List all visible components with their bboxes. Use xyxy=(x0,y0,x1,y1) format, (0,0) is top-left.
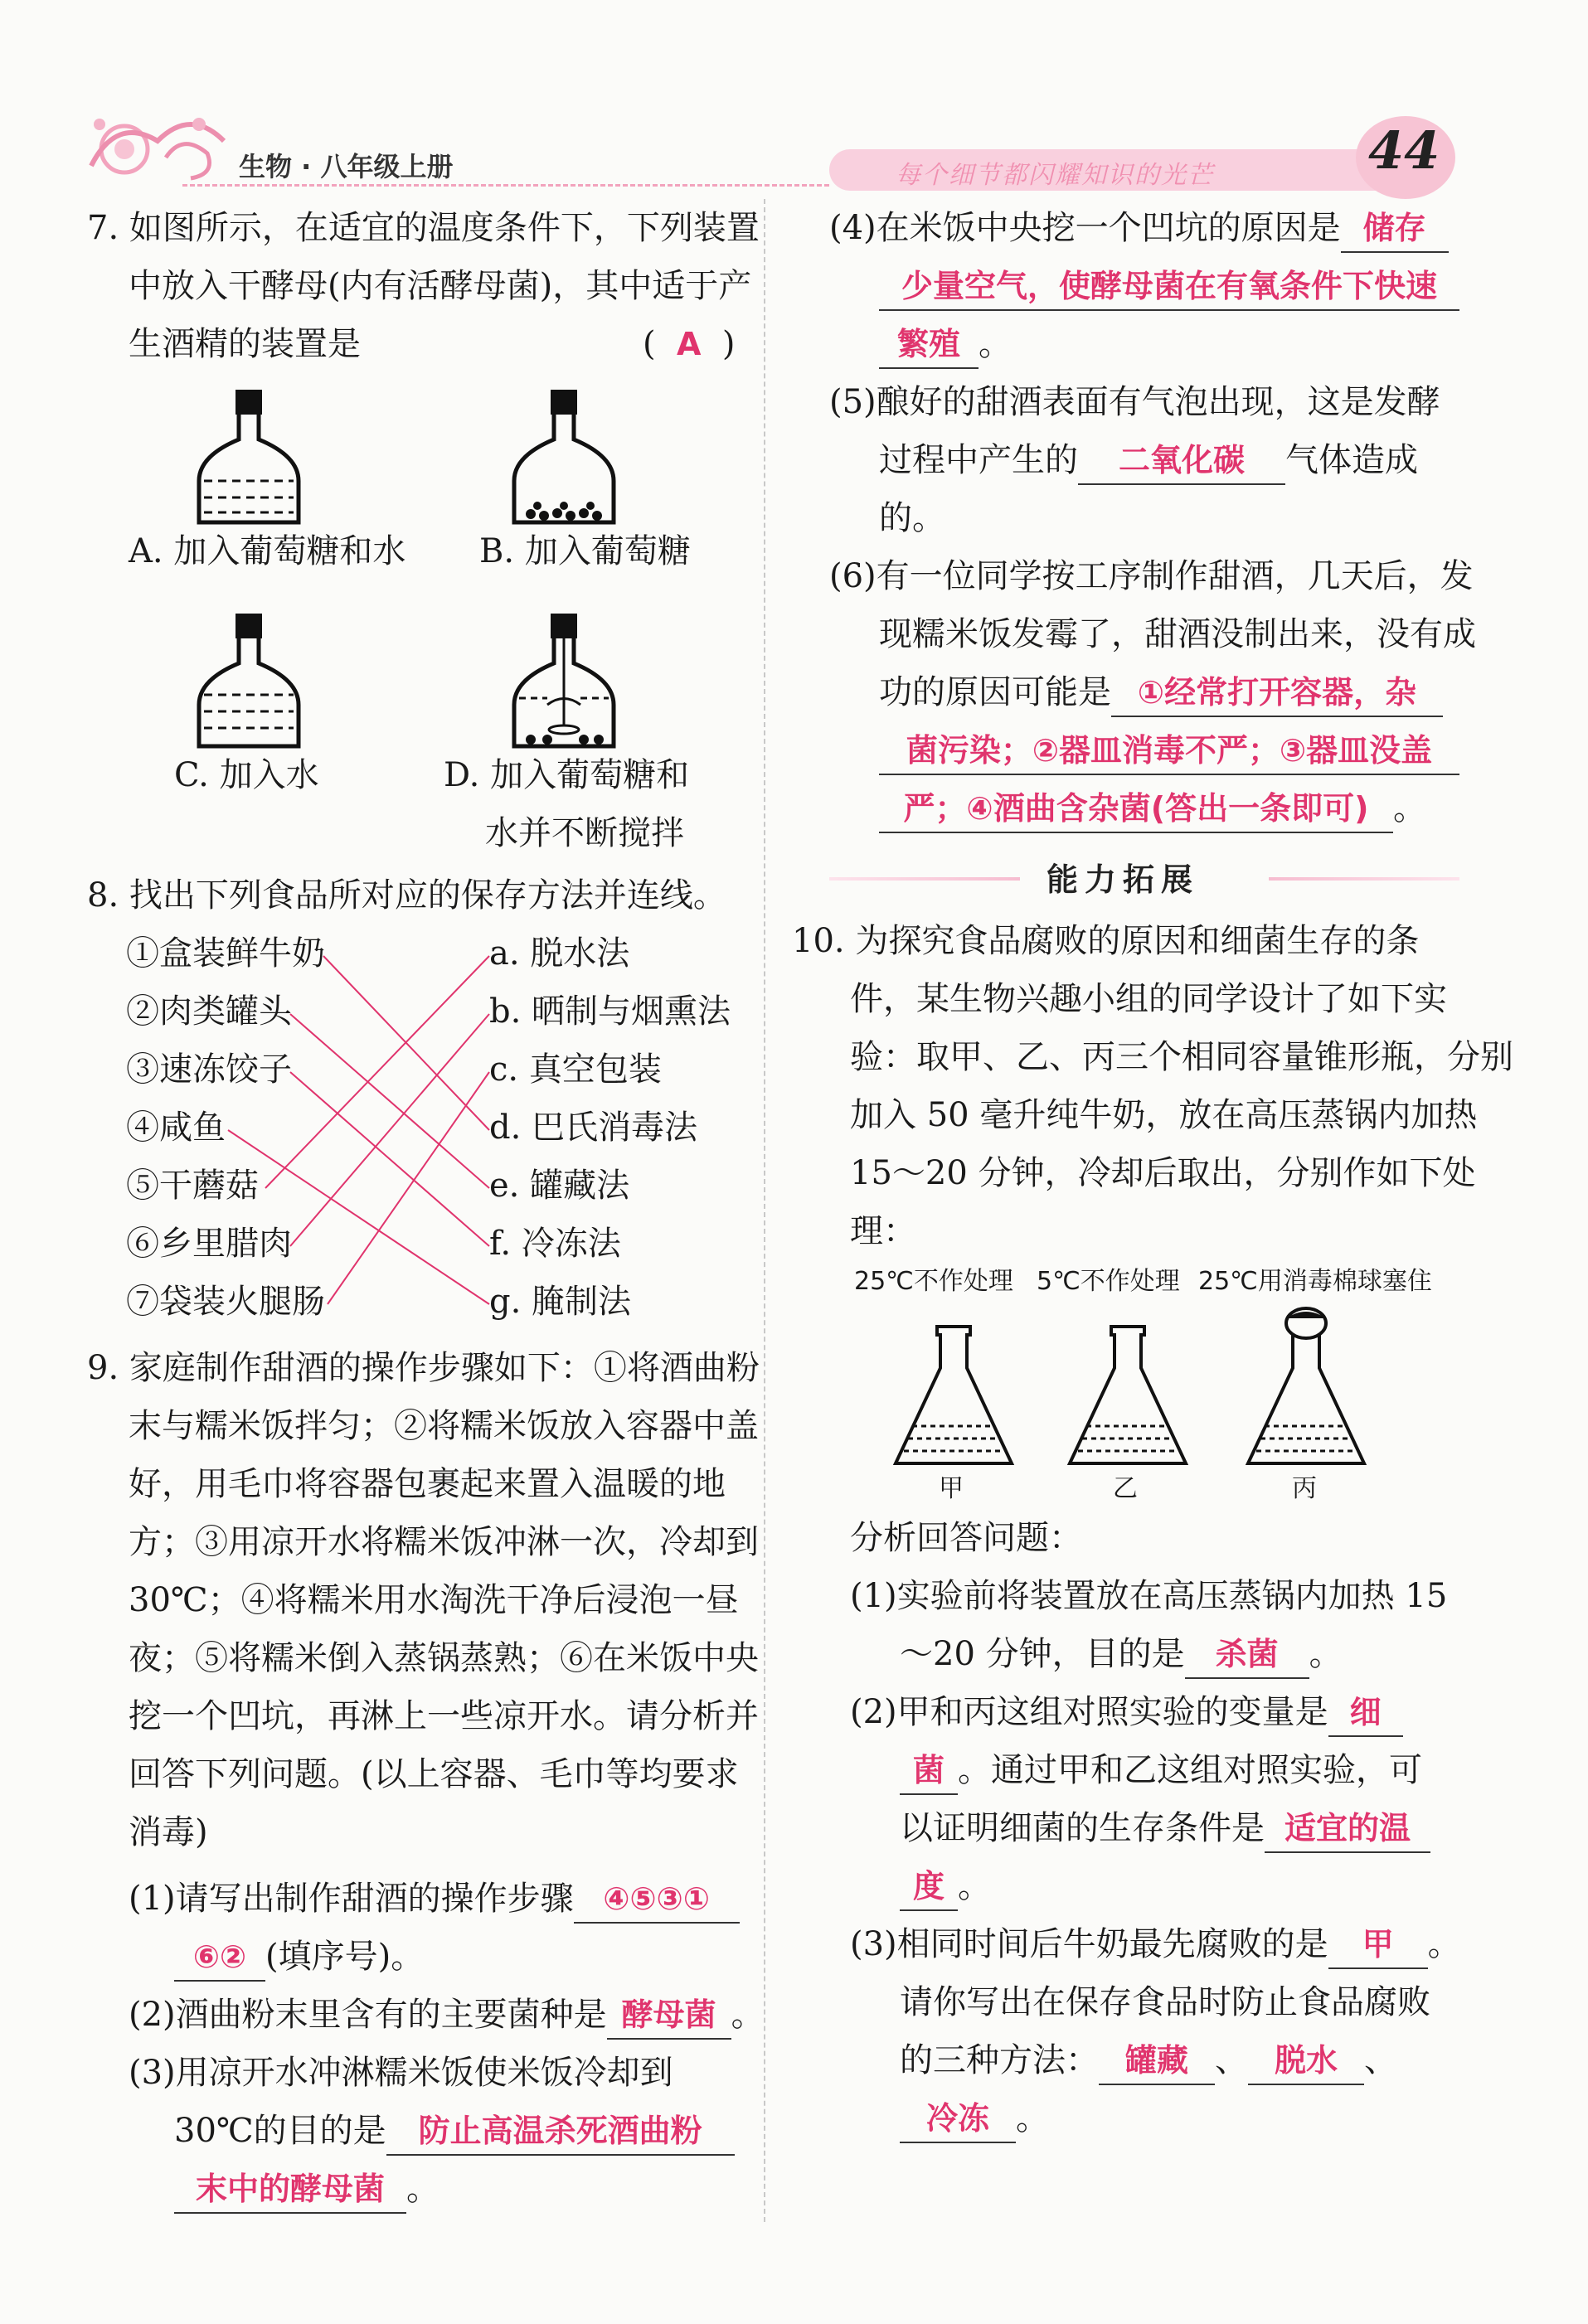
q8-method-item: d. 巴氏消毒法 xyxy=(489,1109,698,1147)
q7-option-a: A. 加入葡萄糖和水 xyxy=(129,532,406,570)
q9-p6-answer-b: 菌污染；②器皿消毒不严；③器皿没盖 xyxy=(906,732,1433,769)
q9-p4-answer-a: 储存 xyxy=(1362,210,1426,246)
q10-p2-line3: 以证明细菌的生存条件是 适宜的温 xyxy=(900,1799,1430,1857)
q8-food-item: ⑤干蘑菇 xyxy=(126,1167,259,1205)
q9-p6-line2: 现糯米饭发霉了，甜酒没制出来，没有成 xyxy=(879,615,1476,653)
q10-p3-end: 冷冻 。 xyxy=(900,2089,1049,2147)
q9-p2-answer: 酵母菌 xyxy=(621,1997,716,2033)
page-number: 44 xyxy=(1368,120,1440,181)
q9-p1: (1)请写出制作甜酒的操作步骤 ④⑤③① xyxy=(129,1870,740,1928)
q10-p2-cont: 菌 。通过甲和乙这组对照实验，可 xyxy=(900,1741,1422,1799)
q9-p1-answer-a: ④⑤③① xyxy=(603,1880,711,1917)
q9-p3: 30℃的目的是 防止高温杀死酒曲粉 xyxy=(174,2102,735,2160)
q9-p6-line1: (6)有一位同学按工序制作甜酒，几天后，发 xyxy=(829,557,1474,595)
q10-p1-line1: (1)实验前将装置放在高压蒸锅内加热 15 xyxy=(850,1577,1448,1615)
q10-line-5: 15～20 分钟，冷却后取出，分别作如下处 xyxy=(850,1154,1476,1192)
q10-line-2: 件，某生物兴趣小组的同学设计了如下实 xyxy=(850,980,1447,1018)
q8-food-item: ④咸鱼 xyxy=(126,1109,226,1147)
q9-p4: (4)在米饭中央挖一个凹坑的原因是 储存 xyxy=(829,199,1449,257)
q8-method-item: b. 晒制与烟熏法 xyxy=(489,992,731,1031)
q9-p3-cont: 末中的酵母菌 。 xyxy=(174,2160,439,2218)
q10-line-4: 加入 50 毫升纯牛奶，放在高压蒸锅内加热 xyxy=(850,1096,1478,1134)
q10-p2-end: 度 。 xyxy=(900,1857,991,1915)
q9-p1-cont: ⑥② (填序号)。 xyxy=(174,1928,424,1986)
q8-method-item: e. 罐藏法 xyxy=(489,1167,630,1205)
q9-line-9: 消毒) xyxy=(129,1813,208,1851)
q7-line-1: 7. 如图所示，在适宜的温度条件下，下列装置 xyxy=(87,209,760,247)
q10-p2: (2)甲和丙这组对照实验的变量是 细 xyxy=(850,1683,1403,1741)
flask-yi-icon xyxy=(1061,1318,1194,1476)
q9-p4-cont xyxy=(879,257,1459,315)
q10-p2-answer-a: 细 xyxy=(1349,1694,1382,1730)
q10-p2-answer-c: 适宜的温 xyxy=(1284,1810,1411,1846)
flask-caption: 25℃用消毒棉球塞住 xyxy=(1198,1267,1432,1296)
q10-p3-line3: 的三种方法： 罐藏 、 脱水 、 xyxy=(900,2031,1397,2089)
q8-match-line xyxy=(290,1014,489,1246)
q8-food-item: ①盒装鲜牛奶 xyxy=(126,934,325,973)
q9-p6-cont xyxy=(879,721,1459,779)
q10-p3: (3)相同时间后牛奶最先腐败的是 甲 。 xyxy=(850,1915,1461,1973)
q8-method-item: c. 真空包装 xyxy=(489,1050,662,1089)
q9-p4-answer-c: 繁殖 xyxy=(896,326,960,362)
q10-p2-answer-b: 菌 xyxy=(912,1752,945,1788)
q9-p6-answer-a: ①经常打开容器，杂 xyxy=(1137,674,1417,711)
q9-p2: (2)酒曲粉末里含有的主要菌种是 酵母菌 。 xyxy=(129,1986,765,2044)
q7-option-d: D. 加入葡萄糖和 xyxy=(444,756,690,794)
q8-title: 8. 找出下列食品所对应的保存方法并连线。 xyxy=(87,876,726,915)
q9-p3-answer-a: 防止高温杀死酒曲粉 xyxy=(418,2113,702,2149)
q10-p3-method-2: 脱水 xyxy=(1274,2042,1338,2079)
q10-line-3: 验：取甲、乙、丙三个相同容量锥形瓶，分别 xyxy=(850,1038,1513,1076)
q10-line-6: 理： xyxy=(850,1212,916,1250)
flask-caption: 25℃不作处理 xyxy=(854,1267,1013,1296)
q9-p3-line1: (3)用凉开水冲淋糯米饭使米饭冷却到 xyxy=(129,2054,673,2092)
q9-line-5: 30℃；④将糯米用水淘洗干净后浸泡一昼 xyxy=(129,1581,739,1619)
q9-p4-answer-b: 少量空气，使酵母菌在有氧条件下快速 xyxy=(901,268,1437,304)
section-banner xyxy=(829,861,1459,898)
flask-caption: 5℃不作处理 xyxy=(1037,1267,1180,1296)
q7-option-d-line2: 水并不断搅拌 xyxy=(485,814,684,852)
flask-bing-icon xyxy=(1240,1302,1372,1476)
q9-line-8: 回答下列问题。(以上容器、毛巾等均要求 xyxy=(129,1755,739,1793)
q9-p3-answer-b: 末中的酵母菌 xyxy=(195,2171,385,2207)
q9-p1-answer-b: ⑥② xyxy=(192,1938,247,1975)
q8-match-line xyxy=(228,1130,489,1304)
q7-option-c: C. 加入水 xyxy=(174,756,319,794)
motto-text: 每个细节都闪耀知识的光芒 xyxy=(896,161,1214,190)
q8-match-line xyxy=(265,956,489,1188)
q9-p5-line1: (5)酿好的甜酒表面有气泡出现，这是发酵 xyxy=(829,383,1440,421)
q10-p2-answer-d: 度 xyxy=(912,1868,945,1904)
q7-option-b: B. 加入葡萄糖 xyxy=(479,532,691,570)
q8-food-item: ③速冻饺子 xyxy=(126,1050,292,1089)
flask-name: 甲 xyxy=(939,1474,964,1503)
q8-method-item: f. 冷冻法 xyxy=(489,1225,621,1263)
q8-match-line xyxy=(290,1014,489,1188)
q8-food-item: ⑥乡里腊肉 xyxy=(126,1225,292,1263)
q10-p3-line2: 请你写出在保存食品时防止食品腐败 xyxy=(900,1983,1430,2021)
q9-line-7: 挖一个凹坑，再淋上一些凉开水。请分析并 xyxy=(129,1697,759,1735)
q7-line-3: 生酒精的装置是 xyxy=(129,325,361,363)
q9-line-4: 方；③用凉开水将糯米饭冲淋一次，冷却到 xyxy=(129,1523,759,1561)
subject-title: 生物 · 八年级上册 xyxy=(239,151,454,182)
q8-method-item: g. 腌制法 xyxy=(489,1283,632,1321)
column-divider xyxy=(764,199,765,2222)
q8-match-line xyxy=(328,1072,489,1304)
q7-line-2: 中放入干酵母(内有活酵母菌)，其中适于产 xyxy=(129,267,752,305)
q8-method-item: a. 脱水法 xyxy=(489,934,630,973)
q8-food-item: ②肉类罐头 xyxy=(126,992,292,1031)
section-title: 能力拓展 xyxy=(1047,861,1200,898)
flask-jia-icon xyxy=(887,1318,1020,1476)
flask-name: 丙 xyxy=(1292,1474,1317,1503)
q9-p6: 功的原因可能是 ①经常打开容器，杂 xyxy=(879,663,1443,721)
q9-line-2: 末与糯米饭拌匀；②将糯米饭放入容器中盖 xyxy=(129,1407,759,1445)
q10-line-1: 10. 为探究食品腐败的原因和细菌生存的条 xyxy=(792,922,1420,960)
q9-p6-answer-c: 严；④酒曲含杂菌(答出一条即可) xyxy=(903,790,1369,827)
q8-food-item: ⑦袋装火腿肠 xyxy=(126,1283,325,1321)
q10-p3-answer: 甲 xyxy=(1362,1926,1394,1963)
q9-line-1: 9. 家庭制作甜酒的操作步骤如下：①将酒曲粉 xyxy=(87,1349,760,1387)
q9-p6-end: 严；④酒曲含杂菌(答出一条即可) 。 xyxy=(879,779,1426,837)
q10-analysis: 分析回答问题： xyxy=(850,1519,1082,1557)
q7-answer-paren: ( A ) xyxy=(643,325,736,363)
q9-p5-answer: 二氧化碳 xyxy=(1118,442,1245,478)
flask-name: 乙 xyxy=(1113,1474,1138,1503)
q10-p3-method-3: 冷冻 xyxy=(925,2100,989,2137)
q10-p3-method-1: 罐藏 xyxy=(1124,2042,1188,2079)
q9-p4-end: 繁殖 。 xyxy=(879,315,1012,373)
q9-line-3: 好，用毛巾将容器包裹起来置入温暖的地 xyxy=(129,1465,726,1503)
q7-answer: A xyxy=(677,326,702,362)
q10-p1: ～20 分钟，目的是 杀菌 。 xyxy=(900,1625,1343,1683)
q8-matching-lines xyxy=(0,0,764,1360)
q10-p1-answer: 杀菌 xyxy=(1215,1636,1279,1672)
q9-line-6: 夜；⑤将糯米倒入蒸锅蒸熟；⑥在米饭中央 xyxy=(129,1639,759,1677)
q9-p5: 过程中产生的 二氧化碳 气体造成 xyxy=(879,431,1418,489)
q9-p5-end: 的。 xyxy=(879,499,945,537)
